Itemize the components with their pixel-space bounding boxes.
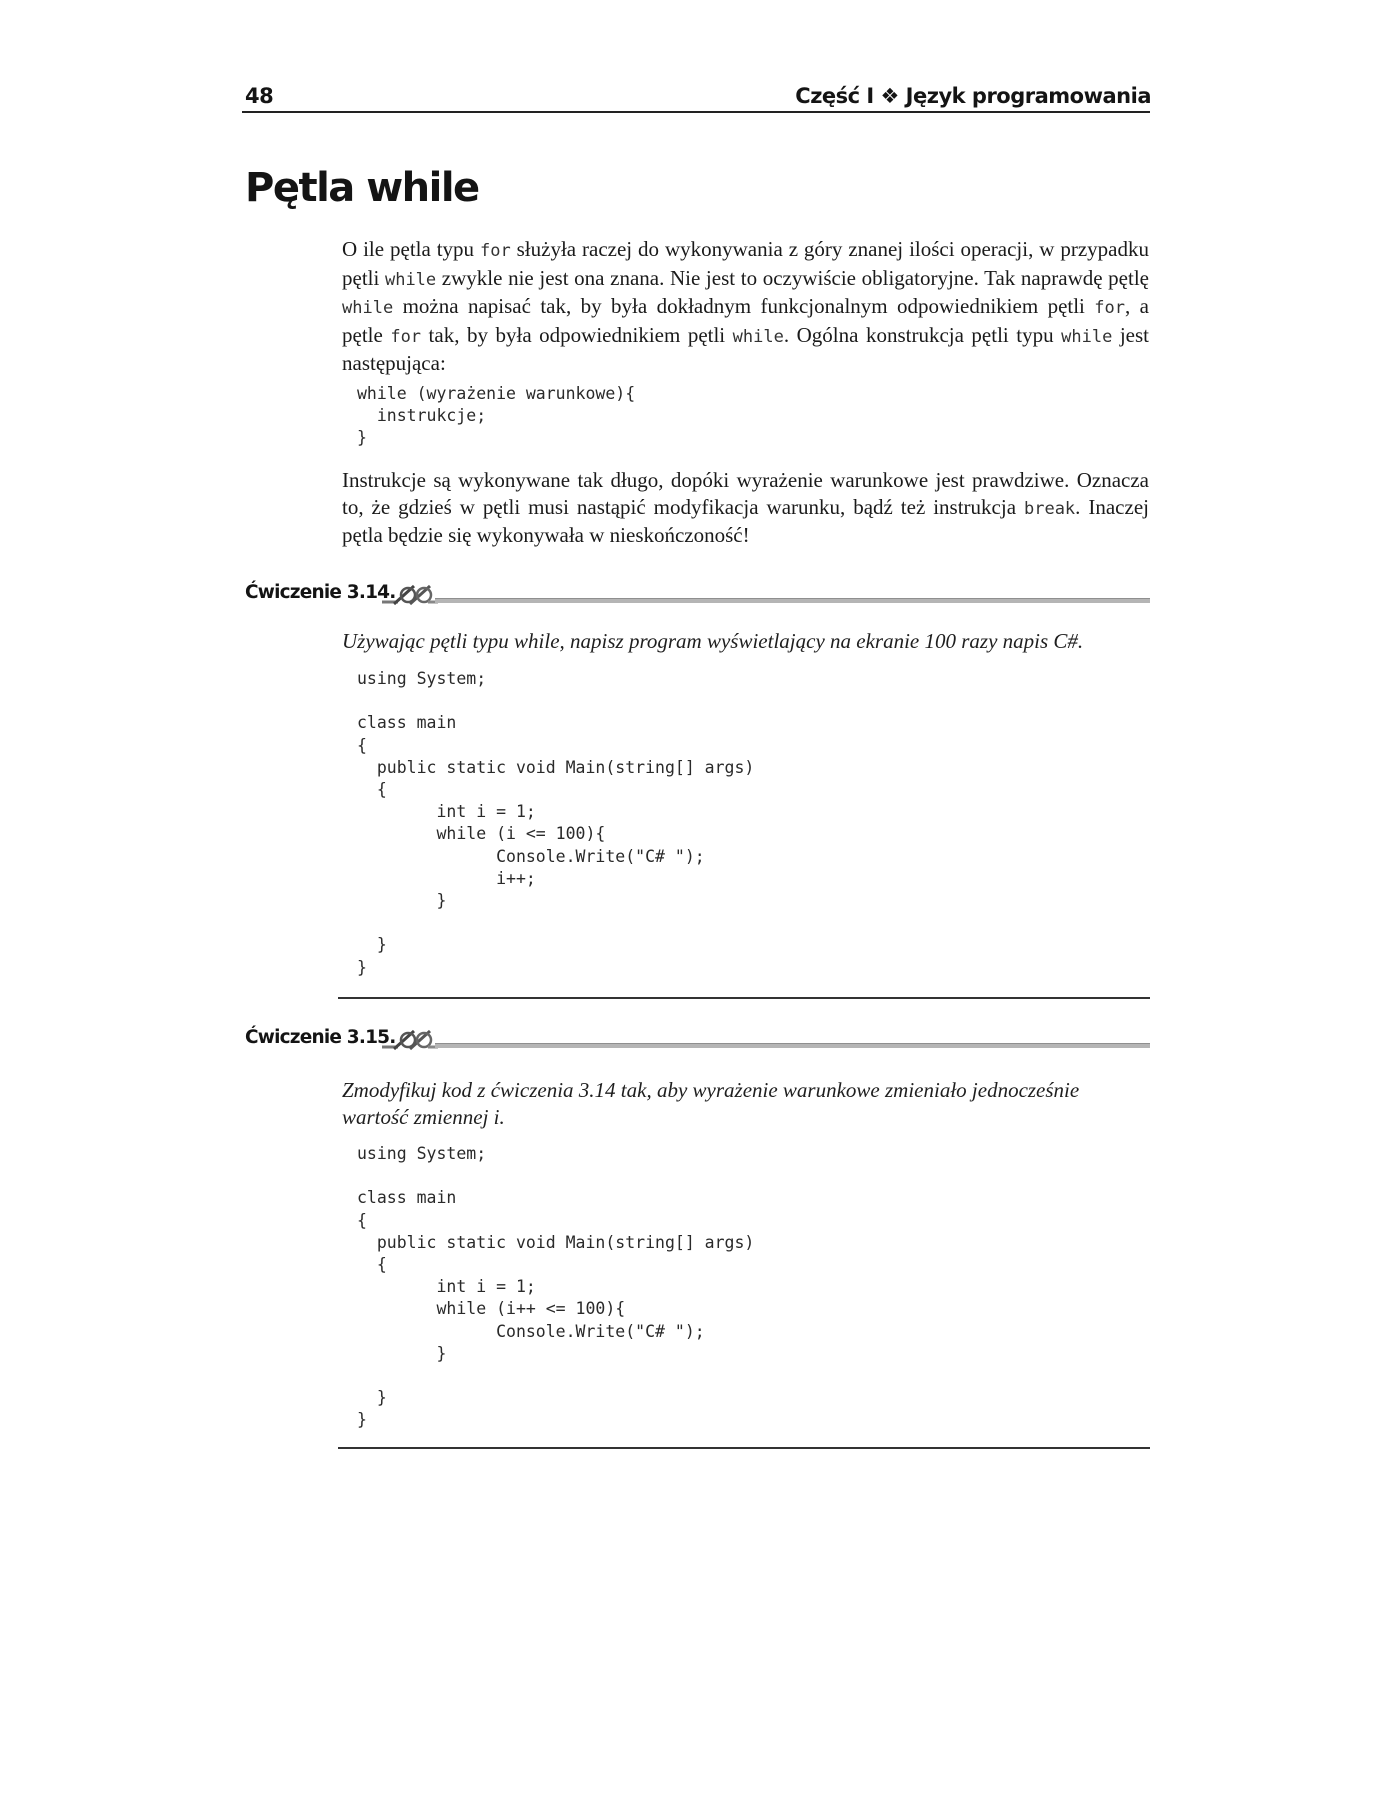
exercise-code-3-14: using System; class main { public static void Main(string[] args) { int i = 1; while (i <= 100){ Console.Write("C# "); i++; } } } [357, 669, 755, 977]
inline-code: for [1094, 298, 1126, 318]
intro-paragraph: O ile pętla typu for służyła raczej do wykonywania z góry znanej ilości operacji, w przypadku pętli while zwykle nie jest ona znana. Nie jest to oczywiście obligatoryjne. Tak naprawdę pętlę while można napisać tak, by była dokładnym funkcjonalnym odpowiednikiem pętli for, a pętle for tak, by była odpowiednikiem pętli while. Ogólna konstrukcja pętli typu while jest następująca: [342, 237, 1149, 375]
header-rule [242, 111, 1150, 113]
exercise-header-3-14 [245, 580, 1150, 610]
loop-explanation-paragraph: Instrukcje są wykonywane tak długo, dopóki wyrażenie warunkowe jest prawdziwe. Oznacza to, że gdzieś w pętli musi nastąpić modyfikacja warunku, bądź też instrukcja break. Inaczej pętla będzie się wykonywała w nieskończoność! [342, 468, 1149, 547]
exercise-task-3-14: Używając pętli typu while, napisz program wyświetlający na ekranie 100 razy napis C#. [342, 629, 1084, 653]
exercise-header-3-15 [245, 1025, 1150, 1055]
pencils-ornament-icon [380, 580, 440, 608]
syntax-code-block: while (wyrażenie warunkowe){ instrukcje; } [357, 384, 636, 448]
exercise-end-rule [338, 997, 1150, 999]
exercise-header-line [435, 1043, 1150, 1048]
inline-code: break [1023, 498, 1076, 519]
exercise-end-rule [338, 1447, 1150, 1449]
exercise-label: Ćwiczenie 3.14. [245, 582, 396, 603]
exercise-header-line [435, 598, 1150, 603]
exercise-label: Ćwiczenie 3.15. [245, 1027, 396, 1048]
exercise-task-3-15: Zmodyfikuj kod z ćwiczenia 3.14 tak, aby wyrażenie warunkowe zmieniało jednocześnie wartość zmiennej i. [342, 1078, 1080, 1129]
inline-code: while [732, 326, 784, 347]
page-number: 48 [245, 84, 274, 108]
exercise-code-3-15: using System; class main { public static void Main(string[] args) { int i = 1; while (i++ <= 100){ Console.Write("C# "); } } } [357, 1144, 755, 1430]
section-title: Pętla while [245, 165, 479, 211]
pencils-ornament-icon [380, 1025, 440, 1053]
inline-code: while [342, 298, 394, 318]
inline-code: while [384, 269, 437, 290]
inline-code: while [1061, 326, 1113, 347]
inline-code: for [390, 326, 422, 347]
inline-code: for [479, 241, 511, 261]
running-title: Część I ❖ Język programowania [795, 84, 1151, 108]
